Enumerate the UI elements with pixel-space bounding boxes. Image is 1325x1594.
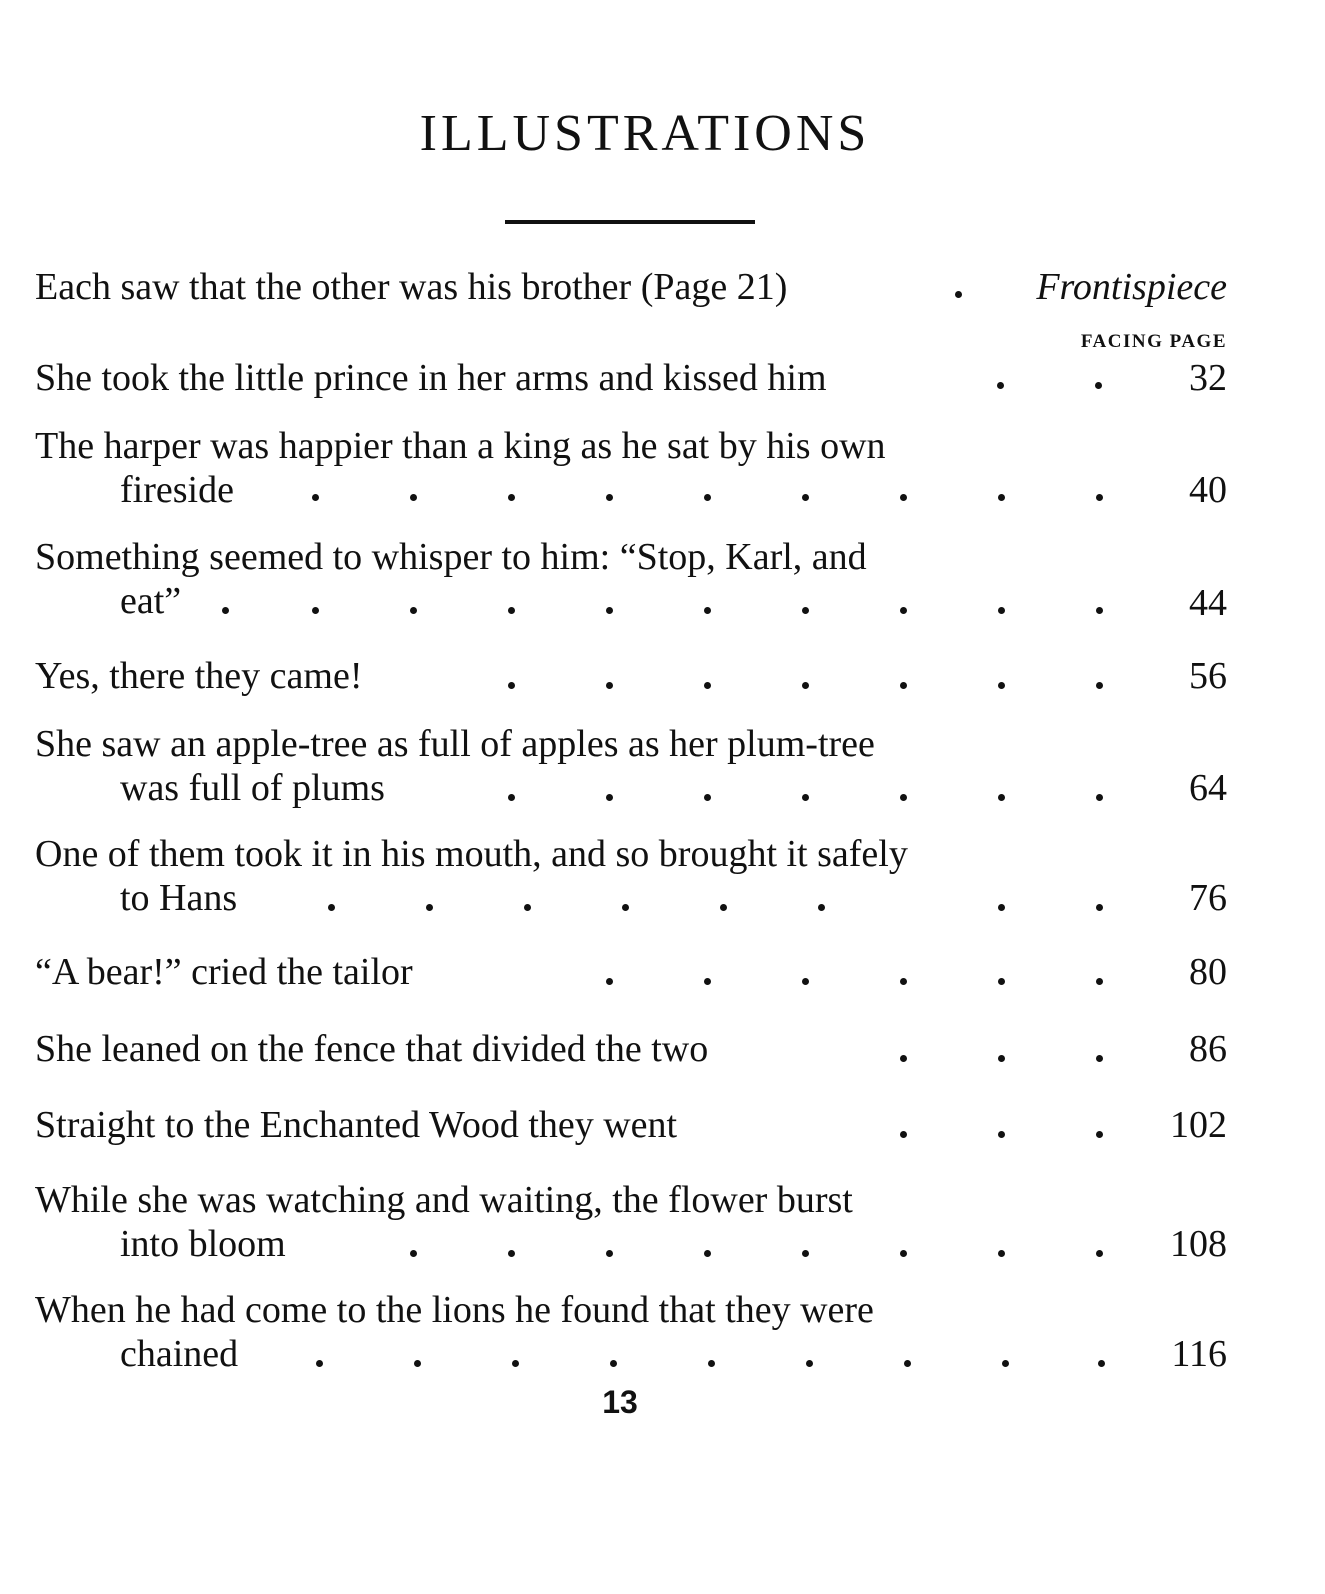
leader-dot [606, 682, 613, 689]
leader-dot [955, 291, 962, 298]
leader-dot [998, 682, 1005, 689]
leader-dot [900, 682, 907, 689]
leader-dot [802, 1250, 809, 1257]
leader-dot [312, 494, 319, 501]
entry-page-number: 76 [1189, 877, 1227, 919]
leader-dot [512, 1360, 519, 1367]
entry-caption: One of them took it in his mouth, and so brought it safely [35, 833, 908, 875]
leader-dot [998, 794, 1005, 801]
leader-dot [410, 494, 417, 501]
leader-dot [606, 607, 613, 614]
entry-caption: “A bear!” cried the tailor [35, 951, 413, 993]
leader-dot [900, 607, 907, 614]
entry-page-number: 102 [1170, 1104, 1227, 1146]
page-title: ILLUSTRATIONS [419, 105, 871, 162]
leader-dot [622, 904, 629, 911]
entry-caption: Something seemed to whisper to him: “Stop, Karl, and [35, 536, 867, 578]
leader-dot [806, 1360, 813, 1367]
facing-page-label: FACING PAGE [1080, 331, 1227, 352]
leader-dot [1096, 1131, 1103, 1138]
leader-dot [606, 794, 613, 801]
leader-dot [606, 1250, 613, 1257]
leader-dot [410, 1250, 417, 1257]
entry-page-number: 64 [1189, 767, 1227, 809]
title-rule [505, 220, 755, 224]
leader-dot [1096, 978, 1103, 985]
leader-dot [998, 904, 1005, 911]
leader-dot [900, 794, 907, 801]
leader-dot [508, 494, 515, 501]
entry-page-number: 80 [1189, 951, 1227, 993]
entry-page-number: 56 [1189, 655, 1227, 697]
entry-caption: She saw an apple-tree as full of apples as her plum-tree [35, 723, 875, 765]
leader-dot [900, 1055, 907, 1062]
leader-dot [610, 1360, 617, 1367]
entry-page-number: 116 [1171, 1333, 1227, 1375]
leader-dot [818, 904, 825, 911]
leader-dot [998, 1055, 1005, 1062]
leader-dot [900, 494, 907, 501]
entry-page-number: 44 [1189, 582, 1227, 624]
leader-dot [802, 607, 809, 614]
entry-page-number: 40 [1189, 469, 1227, 511]
leader-dot [900, 978, 907, 985]
entry-caption: Yes, there they came! [35, 655, 363, 697]
leader-dot [328, 904, 335, 911]
leader-dot [414, 1360, 421, 1367]
entry-caption: The harper was happier than a king as he sat by his own [35, 425, 886, 467]
entry-page-number: 108 [1170, 1223, 1227, 1265]
entry-caption: While she was watching and waiting, the flower burst [35, 1179, 853, 1221]
leader-dot [904, 1360, 911, 1367]
leader-dot [802, 794, 809, 801]
leader-dot [410, 607, 417, 614]
leader-dot [1096, 1055, 1103, 1062]
leader-dot [998, 1250, 1005, 1257]
leader-dot [316, 1360, 323, 1367]
entry-caption: When he had come to the lions he found that they were [35, 1289, 874, 1331]
leader-dot [720, 904, 727, 911]
leader-dot [900, 1131, 907, 1138]
leader-dot [998, 607, 1005, 614]
leader-dot [606, 978, 613, 985]
leader-dot [704, 794, 711, 801]
entry-caption-continued: chained [120, 1333, 239, 1375]
leader-dot [998, 1131, 1005, 1138]
leader-dot [508, 607, 515, 614]
leader-dot [704, 494, 711, 501]
page-number: 13 [602, 1384, 638, 1420]
leader-dot [312, 607, 319, 614]
entry-caption: She leaned on the fence that divided the two [35, 1028, 709, 1070]
leader-dot [508, 794, 515, 801]
entry-caption-continued: fireside [120, 469, 234, 511]
leader-dot [704, 607, 711, 614]
leader-dot [1096, 607, 1103, 614]
leader-dot [997, 382, 1004, 389]
leader-dot [1098, 1360, 1105, 1367]
leader-dot [998, 494, 1005, 501]
entry-caption-continued: to Hans [120, 877, 238, 919]
leader-dot [802, 494, 809, 501]
entry-caption-continued: eat” [120, 580, 182, 622]
leader-dot [524, 904, 531, 911]
leader-dot [708, 1360, 715, 1367]
leader-dot [704, 682, 711, 689]
leader-dot [1096, 1250, 1103, 1257]
leader-dot [606, 494, 613, 501]
leader-dot [1095, 382, 1102, 389]
entry-page-number: 32 [1189, 357, 1227, 399]
entry-page-label: Frontispiece [1036, 266, 1227, 308]
entry-page-number: 86 [1189, 1028, 1227, 1070]
leader-dot [704, 1250, 711, 1257]
leader-dot [508, 682, 515, 689]
entry-caption-continued: was full of plums [120, 767, 385, 809]
leader-dot [802, 682, 809, 689]
leader-dot [508, 1250, 515, 1257]
leader-dot [900, 1250, 907, 1257]
leader-dot [1096, 794, 1103, 801]
leader-dot [704, 978, 711, 985]
entry-caption: Each saw that the other was his brother (Page 21) [35, 266, 788, 308]
leader-dot [1096, 494, 1103, 501]
entry-caption-continued: into bloom [120, 1223, 286, 1265]
leader-dot [1002, 1360, 1009, 1367]
entry-caption: Straight to the Enchanted Wood they went [35, 1104, 678, 1146]
entry-caption: She took the little prince in her arms and kissed him [35, 357, 827, 399]
leader-dot [998, 978, 1005, 985]
leader-dot [222, 607, 229, 614]
leader-dot [1096, 682, 1103, 689]
leader-dot [802, 978, 809, 985]
leader-dot [426, 904, 433, 911]
leader-dot [1096, 904, 1103, 911]
